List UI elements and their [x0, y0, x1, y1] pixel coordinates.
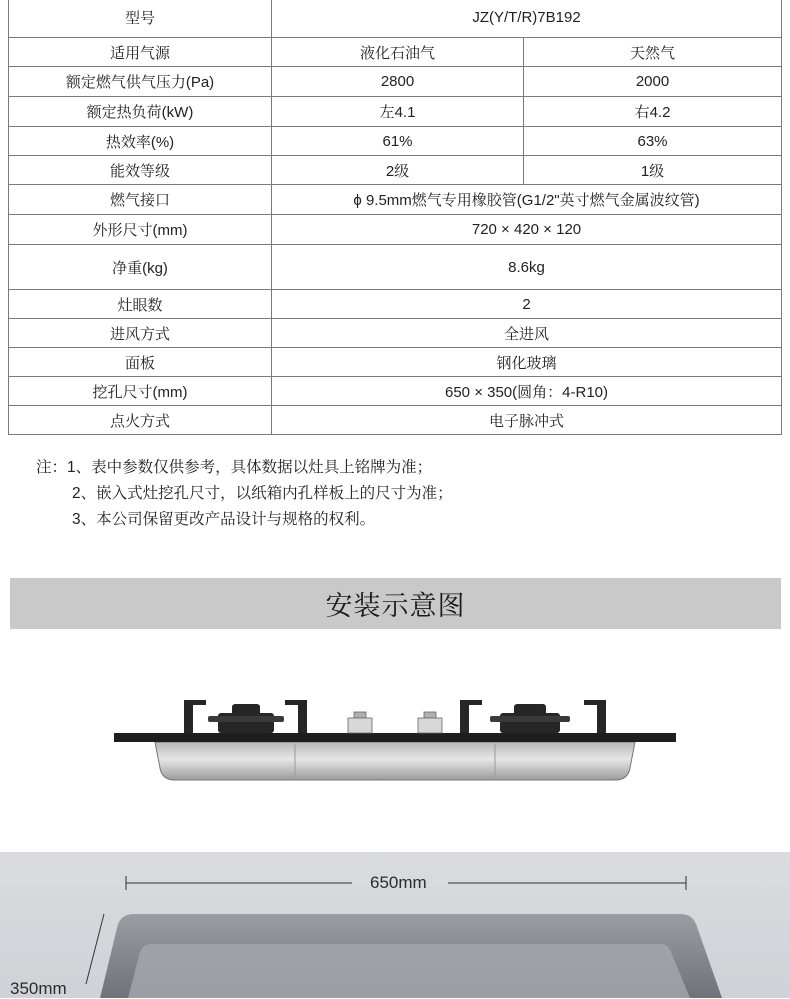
left-knob	[348, 712, 372, 733]
burners-value: 2	[272, 290, 782, 319]
row-label-gas-source: 适用气源	[9, 38, 272, 67]
table-row	[9, 38, 782, 67]
right-knob	[418, 712, 442, 733]
left-burner	[184, 700, 307, 733]
row-label-pressure: 额定燃气供气压力(Pa)	[9, 67, 272, 97]
row-label-gas-interface: 燃气接口	[9, 185, 272, 215]
air-intake-value: 全进风	[272, 319, 782, 348]
glass-panel	[114, 733, 676, 742]
table-row	[9, 290, 782, 319]
table-row	[9, 215, 782, 245]
table-row	[9, 127, 782, 156]
panel-value: 钢化玻璃	[272, 348, 782, 377]
row-label-model: 型号	[9, 0, 272, 38]
note-item	[36, 507, 453, 533]
note-text: 1、表中参数仅供参考，具体数据以灶具上铭牌为准；	[67, 459, 433, 476]
table-row	[9, 0, 782, 38]
row-label-air-intake: 进风方式	[9, 319, 272, 348]
table-row	[9, 67, 782, 97]
table-row	[9, 319, 782, 348]
height-dimension-label: 350mm	[10, 979, 67, 998]
header-lpg: 液化石油气	[272, 38, 524, 67]
ignition-value: 电子脉冲式	[272, 406, 782, 435]
row-label-dimensions: 外形尺寸(mm)	[9, 215, 272, 245]
energy-grade-lpg: 2级	[272, 156, 524, 185]
table-row	[9, 245, 782, 290]
heat-load-ng: 右4.2	[524, 97, 782, 127]
energy-grade-ng: 1级	[524, 156, 782, 185]
table-row	[9, 348, 782, 377]
row-label-energy-grade: 能效等级	[9, 156, 272, 185]
row-label-net-weight: 净重(kg)	[9, 245, 272, 290]
gas-interface-value: ϕ 9.5mm燃气专用橡胶管(G1/2"英寸燃气金属波纹管)	[272, 185, 782, 215]
table-row	[9, 377, 782, 406]
cutout-value: 650 × 350(圆角：4-R10)	[272, 377, 782, 406]
efficiency-ng: 63%	[524, 127, 782, 156]
table-row	[9, 185, 782, 215]
pressure-ng: 2000	[524, 67, 782, 97]
note-text: 3、本公司保留更改产品设计与规格的权利。	[72, 511, 376, 528]
net-weight-value: 8.6kg	[272, 245, 782, 290]
row-label-efficiency: 热效率(%)	[9, 127, 272, 156]
pressure-lpg: 2800	[272, 67, 524, 97]
height-dimension-line	[86, 914, 104, 984]
table-row	[9, 97, 782, 127]
right-burner	[460, 700, 606, 733]
row-value-model: JZ(Y/T/R)7B192	[272, 0, 782, 38]
heat-load-lpg: 左4.1	[272, 97, 524, 127]
install-title: 安装示意图	[325, 591, 466, 621]
row-label-burners: 灶眼数	[9, 290, 272, 319]
notes-block	[36, 455, 453, 533]
cutout-diagram	[0, 852, 790, 998]
table-row	[9, 406, 782, 435]
dimensions-value: 720 × 420 × 120	[272, 215, 782, 245]
note-text: 2、嵌入式灶挖孔尺寸，以纸箱内孔样板上的尺寸为准；	[72, 485, 453, 502]
width-dimension-label: 650mm	[370, 873, 427, 892]
row-label-ignition: 点火方式	[9, 406, 272, 435]
stove-body	[155, 742, 635, 780]
note-item	[36, 455, 453, 481]
row-label-panel: 面板	[9, 348, 272, 377]
spec-table	[8, 0, 782, 435]
header-ng: 天然气	[524, 38, 782, 67]
notes-prefix: 注：	[36, 459, 68, 476]
table-row	[9, 156, 782, 185]
row-label-cutout: 挖孔尺寸(mm)	[9, 377, 272, 406]
note-item	[36, 481, 453, 507]
stove-side-view-illustration	[100, 680, 690, 800]
row-label-heat-load: 额定热负荷(kW)	[9, 97, 272, 127]
efficiency-lpg: 61%	[272, 127, 524, 156]
install-banner	[10, 578, 781, 629]
